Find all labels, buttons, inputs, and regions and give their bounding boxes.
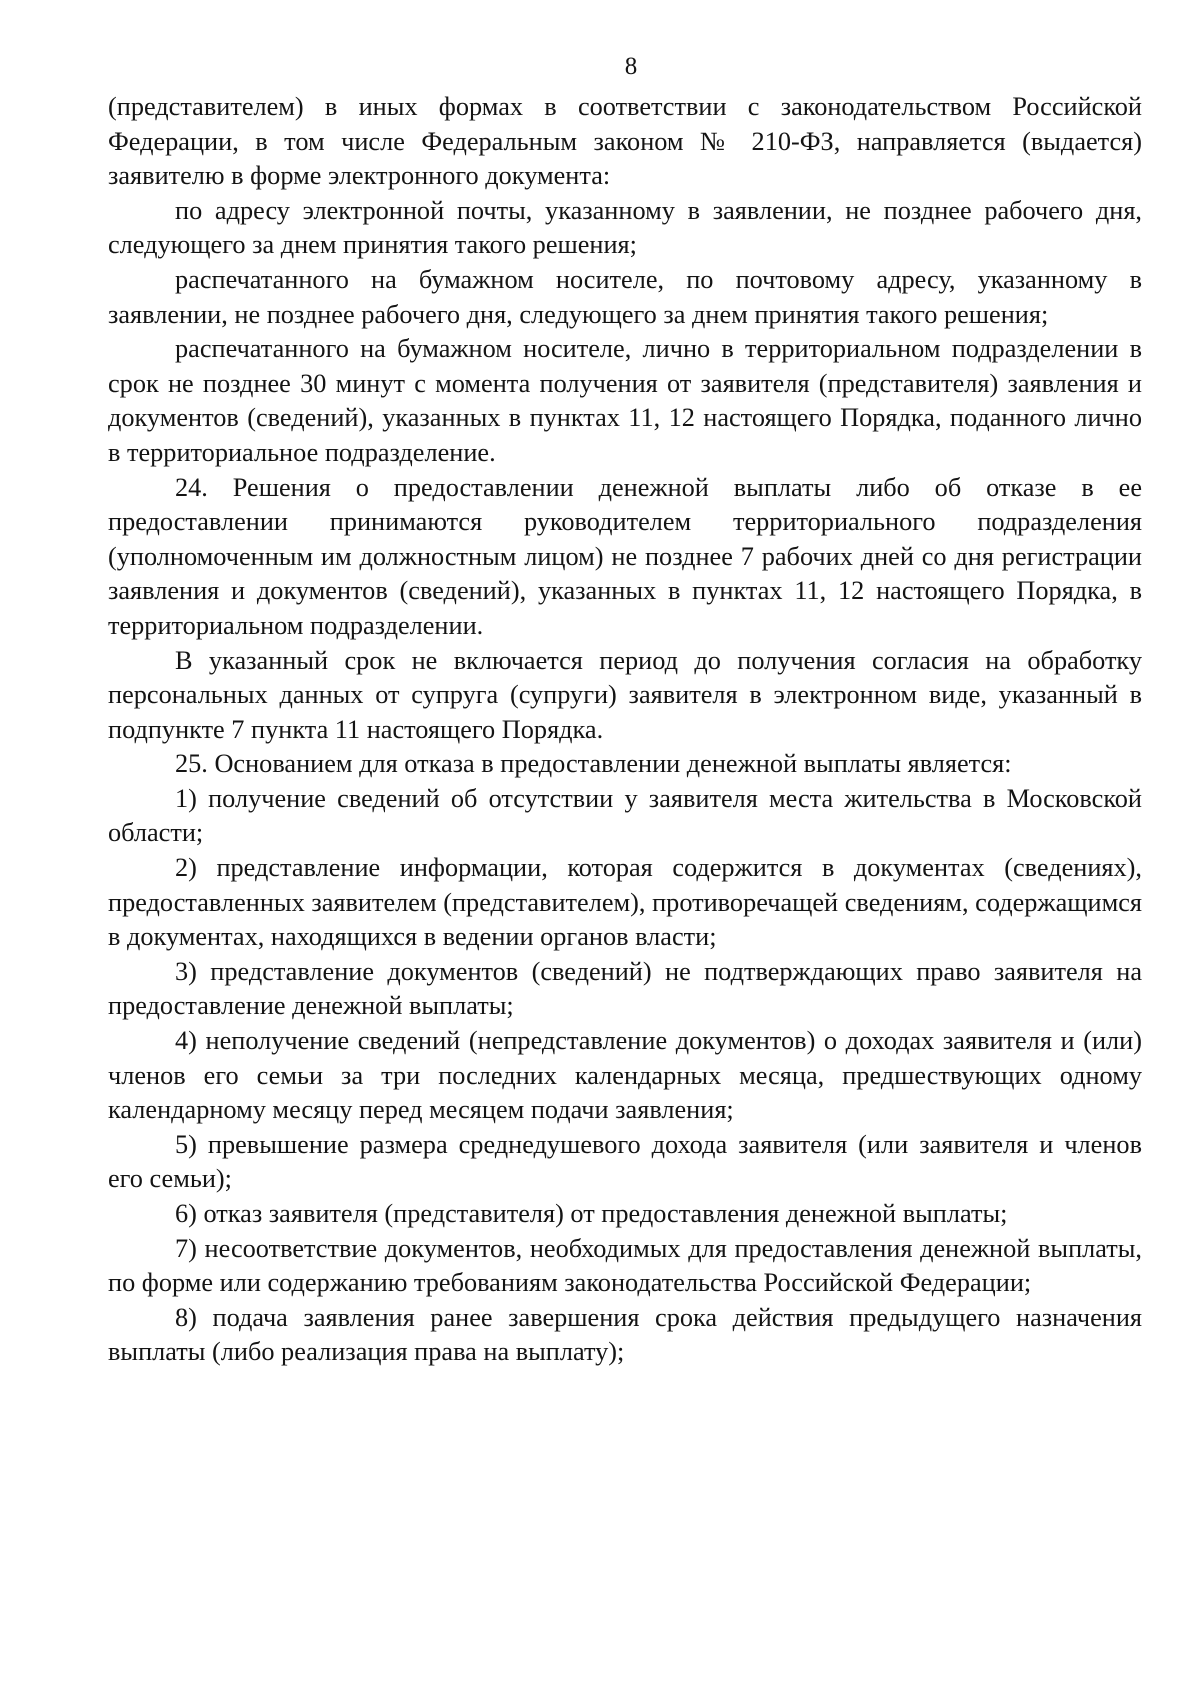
list-item-8: 8) подача заявления ранее завершения срока действия предыдущего назначения выплаты (либо реализация права на выплату); bbox=[108, 1302, 1142, 1367]
paragraph-continuation: (представителем) в иных формах в соответствии с законодательством Российской Федерации, в том числе Федеральным законом № 210-ФЗ, направляется (выдается) заявителю в форме электронного документа: bbox=[108, 92, 1142, 191]
paragraph-email-delivery: по адресу электронной почты, указанному в заявлении, не позднее рабочего дня, следующего за днем принятия такого решения; bbox=[108, 195, 1142, 260]
paragraph-item-25: 25. Основанием для отказа в предоставлении денежной выплаты является: bbox=[175, 749, 1012, 779]
document-page bbox=[108, 52, 1142, 1672]
list-item-6: 6) отказ заявителя (представителя) от предоставления денежной выплаты; bbox=[175, 1199, 1008, 1228]
list-item-4: 4) неполучение сведений (непредставление документов) о доходах заявителя и (или) членов его семьи за три последних календарных месяца, предшествующих одному календарному месяцу перед месяцем подачи заявления; bbox=[108, 1026, 1142, 1125]
list-item-1: 1) получение сведений об отсутствии у заявителя места жительства в Московской области; bbox=[108, 783, 1142, 848]
paragraph-item-24: 24. Решения о предоставлении денежной выплаты либо об отказе в ее предоставлении принимаются руководителем территориального подразделения (уполномоченным им должностным лицом) не позднее 7 рабочих дней со дня регистрации заявления и документов (сведений), указанных в пунктах 11, 12 настоящего Порядка, в территориальном подразделении. bbox=[108, 472, 1142, 640]
list-item-7: 7) несоответствие документов, необходимых для предоставления денежной выплаты, по форме или содержанию требованиям законодательства Российской Федерации; bbox=[108, 1233, 1142, 1298]
list-item-2: 2) представление информации, которая содержится в документах (сведениях), предоставленных заявителем (представителем), противоречащей сведениям, содержащимся в документах, находящихся в ведении органов власти; bbox=[108, 853, 1142, 952]
list-item-5: 5) превышение размера среднедушевого дохода заявителя (или заявителя и членов его семьи); bbox=[108, 1129, 1142, 1194]
page-number: 8 bbox=[624, 53, 638, 80]
paragraph-in-person-delivery: распечатанного на бумажном носителе, лично в территориальном подразделении в срок не позднее 30 минут с момента получения от заявителя (представителя) заявления и документов (сведений), указанных в пунктах 11, 12 настоящего Порядка, поданного лично в территориальное подразделение. bbox=[108, 334, 1142, 467]
paragraph-term-exclusion: В указанный срок не включается период до получения согласия на обработку персональных данных от супруга (супруги) заявителя в электронном виде, указанный в подпункте 7 пункта 11 настоящего Порядка. bbox=[108, 645, 1142, 744]
list-item-3: 3) представление документов (сведений) не подтверждающих право заявителя на предоставление денежной выплаты; bbox=[108, 956, 1142, 1021]
paragraph-postal-delivery: распечатанного на бумажном носителе, по почтовому адресу, указанному в заявлении, не позднее рабочего дня, следующего за днем принятия такого решения; bbox=[108, 264, 1142, 329]
